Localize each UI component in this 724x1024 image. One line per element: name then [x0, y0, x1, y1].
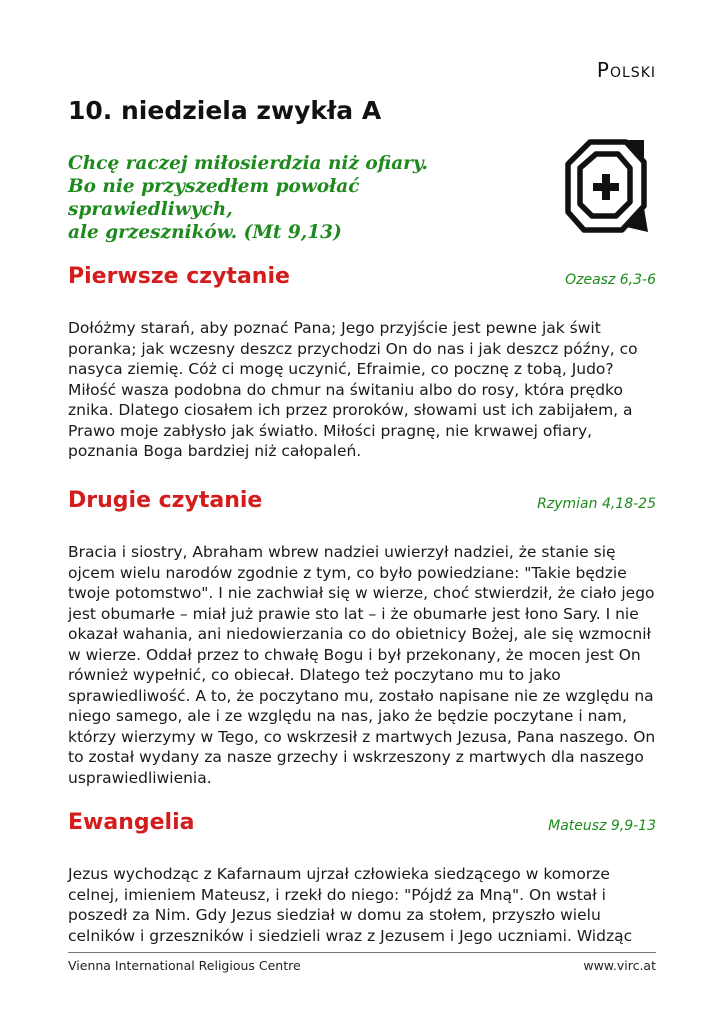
- motto: [68, 152, 528, 244]
- reading-header: [68, 264, 656, 296]
- reading-text: Bracia i siostry, Abraham wbrew nadziei uwierzył nadziei, że stanie się ojcem wielu narodów zgodnie z tym, co było powiedziane: "Takie będzie twoje potomstwo". I nie zachwiał się w wierze, choć stwierdził, że ciało jego jest obumarłe – miał już prawie sto lat – i że obumarłe jest łono Sary. I nie okazał wahania, ani niedowierzania co do obietnicy Bożej, ale się wzmocnił w wierze. Oddał przez to chwałę Bogu i był przekonany, że mocen jest On również wypełnić, co obiecał. Dlatego też poczytano mu to jako sprawiedliwość. A to, że poczytano mu, zostało napisane nie ze względu na niego samego, ale i ze względu na nas, jako że będzie poczytane i nam, którzy wierzymy w Tego, co wskrzesił z martwych Jezusa, Pana naszego. On to został wydany za nasze grzechy i wskrzeszony z martwych dla naszego usprawiedliwienia.: [68, 543, 656, 787]
- reading-text: Dołóżmy starań, aby poznać Pana; Jego przyjście jest pewne jak świt poranka; jak wczesny deszcz przychodzi On do nas i jak deszcz późny, co nasyca ziemię. Cóż ci mogę uczynić, Efraimie, co pocznę z tobą, Judo? Miłość wasza podobna do chmur na świtaniu albo do rosy, która prędko znika. Dlatego ciosałem ich przez proroków, słowami ust ich zabijałem, a Prawo moje zabłysło jak światło. Miłości pragnę, nie krwawej ofiary, poznania Boga bardziej niż całopaleń.: [68, 319, 638, 460]
- reading-gospel: [68, 810, 656, 946]
- reading-title: Pierwsze czytanie: [68, 264, 290, 289]
- motto-line: Bo nie przyszedłem powołać sprawiedliwych,: [68, 176, 360, 220]
- motto-line: Chcę raczej miłosierdzia niż ofiary.: [68, 153, 428, 174]
- virc-cross-emblem-icon: [560, 136, 652, 236]
- reading-reference: Mateusz 9,9-13: [548, 818, 656, 834]
- reading-reference: Ozeasz 6,3-6: [565, 272, 656, 288]
- reading-header: [68, 810, 656, 842]
- motto-line: ale grzeszników. (Mt 9,13): [68, 222, 342, 243]
- reading-title: Drugie czytanie: [68, 488, 263, 513]
- page-title: 10. niedziela zwykła A: [68, 96, 382, 125]
- reading-reference: Rzymian 4,18-25: [537, 496, 656, 512]
- reading-title: Ewangelia: [68, 810, 195, 835]
- footer-organization: Vienna International Religious Centre: [68, 958, 301, 973]
- language-label: Polski: [596, 58, 656, 82]
- reading-second: [68, 488, 656, 788]
- footer-divider: [68, 952, 656, 953]
- reading-first: [68, 264, 656, 462]
- reading-text: Jezus wychodząc z Kafarnaum ujrzał człowieka siedzącego w komorze celnej, imieniem Mateusz, i rzekł do niego: "Pójdź za Mną". On wstał i poszedł za Nim. Gdy Jezus siedział w domu za stołem, przyszło wielu celników i grzeszników i siedzieli wraz z Jezusem i Jego uczniami. Widząc: [68, 865, 633, 945]
- reading-header: [68, 488, 656, 520]
- footer-website: www.virc.at: [583, 958, 656, 973]
